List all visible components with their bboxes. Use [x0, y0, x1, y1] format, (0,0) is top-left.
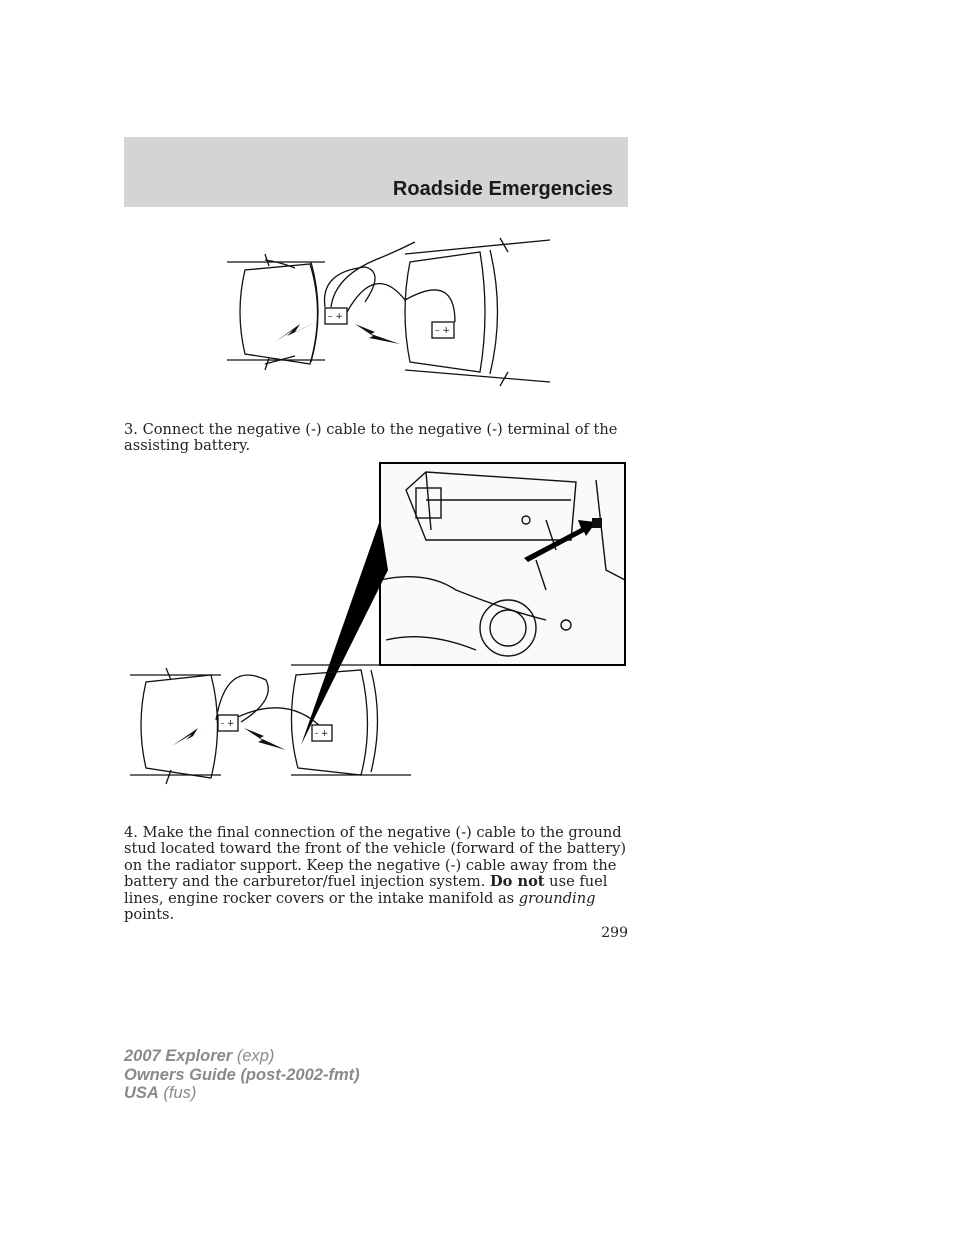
footer-line	[124, 1047, 360, 1066]
engine-detail-inset	[380, 463, 625, 665]
step-4-text-part: 4. Make the final connection of the negative (-) cable to the ground stud located toward the front of the vehicle (forward of the battery) on the radiator support. Keep the negative (-) cable away from the battery and the carburetor/fuel injection system.	[124, 823, 627, 891]
section-title: Roadside Emergencies	[392, 178, 613, 200]
jump-start-illustration-1	[225, 232, 555, 392]
footer-code: (exp)	[232, 1047, 275, 1065]
step-4-text	[124, 825, 630, 924]
page-number: 299	[601, 925, 628, 941]
step-4-text-part: points.	[124, 906, 175, 924]
battery-label-a: – +	[328, 312, 343, 322]
step-3-text: 3. Connect the negative (-) cable to the negative (-) terminal of the assisting battery.	[124, 420, 618, 455]
footer-model: 2007 Explorer	[124, 1047, 233, 1065]
jump-start-illustration-2	[126, 460, 628, 800]
step-4-text-part: use fuel lines, engine rocker covers or the intake manifold as	[124, 873, 608, 907]
step-4-emphasis: grounding	[518, 889, 596, 907]
footer-line	[124, 1084, 360, 1103]
spark-icon	[275, 320, 321, 342]
callout-pointer	[301, 520, 388, 745]
footer-region: USA	[124, 1084, 159, 1102]
section-header	[124, 137, 628, 207]
spark-icon	[355, 324, 400, 344]
footer-line	[124, 1066, 360, 1085]
battery-label-c: - +	[221, 719, 235, 729]
step-4-warning: Do not	[489, 873, 545, 891]
battery-label-b: – +	[435, 326, 450, 336]
battery-label-d: - +	[315, 729, 329, 739]
spark-icon	[244, 728, 286, 750]
spark-icon	[172, 722, 218, 746]
footer-guide: Owners Guide (post-2002-fmt)	[124, 1065, 360, 1084]
document-footer	[124, 1047, 360, 1103]
footer-code: (fus)	[158, 1084, 197, 1102]
